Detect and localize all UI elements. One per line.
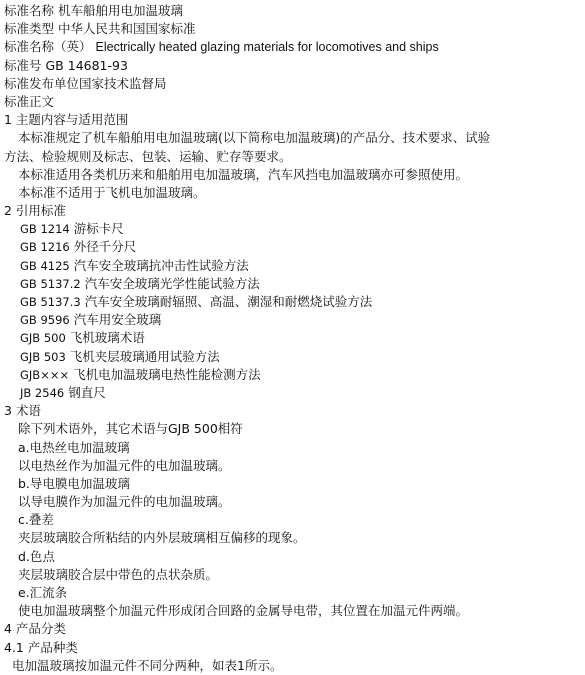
section-heading: 2 引用标准 [4, 203, 66, 219]
paragraph: 本标准不适用于飞机电加温玻璃。 [18, 184, 206, 200]
reference-item [4, 311, 581, 329]
reference-item [4, 293, 581, 311]
meta-value: 中华人民共和国国家标准 [58, 21, 196, 37]
term-name: a.电热丝电加温玻璃 [18, 439, 130, 455]
term-name: d.色点 [18, 548, 55, 564]
reference-item [4, 348, 581, 366]
term-definition: 以电热丝作为加温元件的电加温玻璃。 [18, 457, 231, 473]
paragraph: 电加温玻璃按加温元件不同分两种，如表1所示。 [12, 657, 283, 673]
reference-code: GB 1216 [20, 240, 70, 255]
term-list [4, 439, 581, 621]
reference-code: GJB 503 [20, 349, 66, 364]
meta-standard-number [4, 57, 581, 75]
reference-title: 飞机夹层玻璃通用试验方法 [69, 348, 220, 364]
reference-item [4, 238, 581, 256]
reference-item [4, 220, 581, 238]
term-definition: 以导电膜作为加温元件的电加温玻璃。 [18, 494, 231, 510]
reference-title: 游标卡尺 [73, 221, 124, 237]
term-definition: 夹层玻璃胶合所粘结的内外层玻璃相互偏移的现象。 [18, 530, 306, 546]
reference-title: 钢直尺 [68, 384, 106, 400]
meta-value: 机车船舶用电加温玻璃 [58, 3, 184, 18]
reference-title: 汽车安全玻璃耐辐照、高温、潮湿和耐燃烧试验方法 [84, 294, 373, 309]
reference-title: 飞机玻璃术语 [69, 330, 145, 346]
section-heading: 1 主题内容与适用范围 [4, 112, 129, 128]
reference-code: GB 5137.2 [20, 276, 81, 291]
reference-title: 汽车用安全玻璃 [73, 312, 162, 328]
term-definition: 使电加温玻璃整个加温元件形成闭合回路的金属导电带，其位置在加温元件两端。 [18, 603, 469, 619]
meta-value: Electrically heated glazing materials for locomotives and ships [95, 40, 439, 55]
reference-code: GB 5137.3 [20, 295, 81, 309]
reference-code: GB 4125 [20, 258, 70, 273]
meta-standard-type [4, 20, 581, 38]
subsection-heading: 4.1 产品种类 [4, 639, 78, 655]
reference-item [4, 257, 581, 275]
reference-title: 汽车安全玻璃抗冲击性试验方法 [73, 257, 249, 273]
section-heading: 4 产品分类 [4, 621, 66, 637]
paragraph: 本标准规定了机车船舶用电加温玻璃(以下简称电加温玻璃)的产品分、技术要求、试验 [18, 130, 491, 146]
meta-value: GB 14681-93 [45, 57, 128, 73]
paragraph: 方法、检验规则及标志、包装、运输、贮存等要求。 [4, 148, 292, 164]
paragraph: 除下列术语外，其它术语与GJB 500相符 [18, 421, 243, 437]
reference-code: GB 1214 [20, 222, 70, 237]
term-name: e.汇流条 [18, 585, 68, 600]
reference-list [4, 220, 581, 402]
meta-label: 标准类型 [4, 21, 55, 37]
meta-label: 标准发布单位 [4, 75, 80, 91]
reference-item [4, 329, 581, 347]
reference-code: GJB××× [20, 367, 70, 382]
term-name: c.叠差 [18, 512, 54, 528]
meta-standard-name [4, 2, 581, 20]
reference-item [4, 275, 581, 293]
body-label: 标准正文 [4, 93, 55, 109]
reference-item [4, 366, 581, 384]
reference-title: 汽车安全玻璃光学性能试验方法 [84, 275, 260, 291]
reference-code: JB 2546 [20, 385, 65, 400]
term-definition: 夹层玻璃胶合层中带色的点状杂质。 [18, 566, 219, 582]
section-heading: 3 术语 [4, 403, 41, 419]
meta-label: 标准名称 [4, 3, 55, 18]
reference-code: GJB 500 [20, 331, 66, 346]
reference-title: 外径千分尺 [73, 239, 137, 255]
reference-item [4, 384, 581, 402]
meta-label: 标准名称（英） [4, 39, 92, 55]
meta-label: 标准号 [4, 57, 42, 73]
meta-issuer [4, 75, 581, 93]
paragraph: 本标准适用各类机历来和船舶用电加温玻璃，汽车风挡电加温玻璃亦可参照使用。 [18, 166, 469, 182]
reference-code: GB 9596 [20, 313, 70, 328]
term-name: b.导电膜电加温玻璃 [18, 475, 130, 491]
meta-standard-name-en [4, 38, 581, 56]
meta-value: 国家技术监督局 [79, 75, 167, 91]
reference-title: 飞机电加温玻璃电热性能检测方法 [73, 366, 261, 382]
